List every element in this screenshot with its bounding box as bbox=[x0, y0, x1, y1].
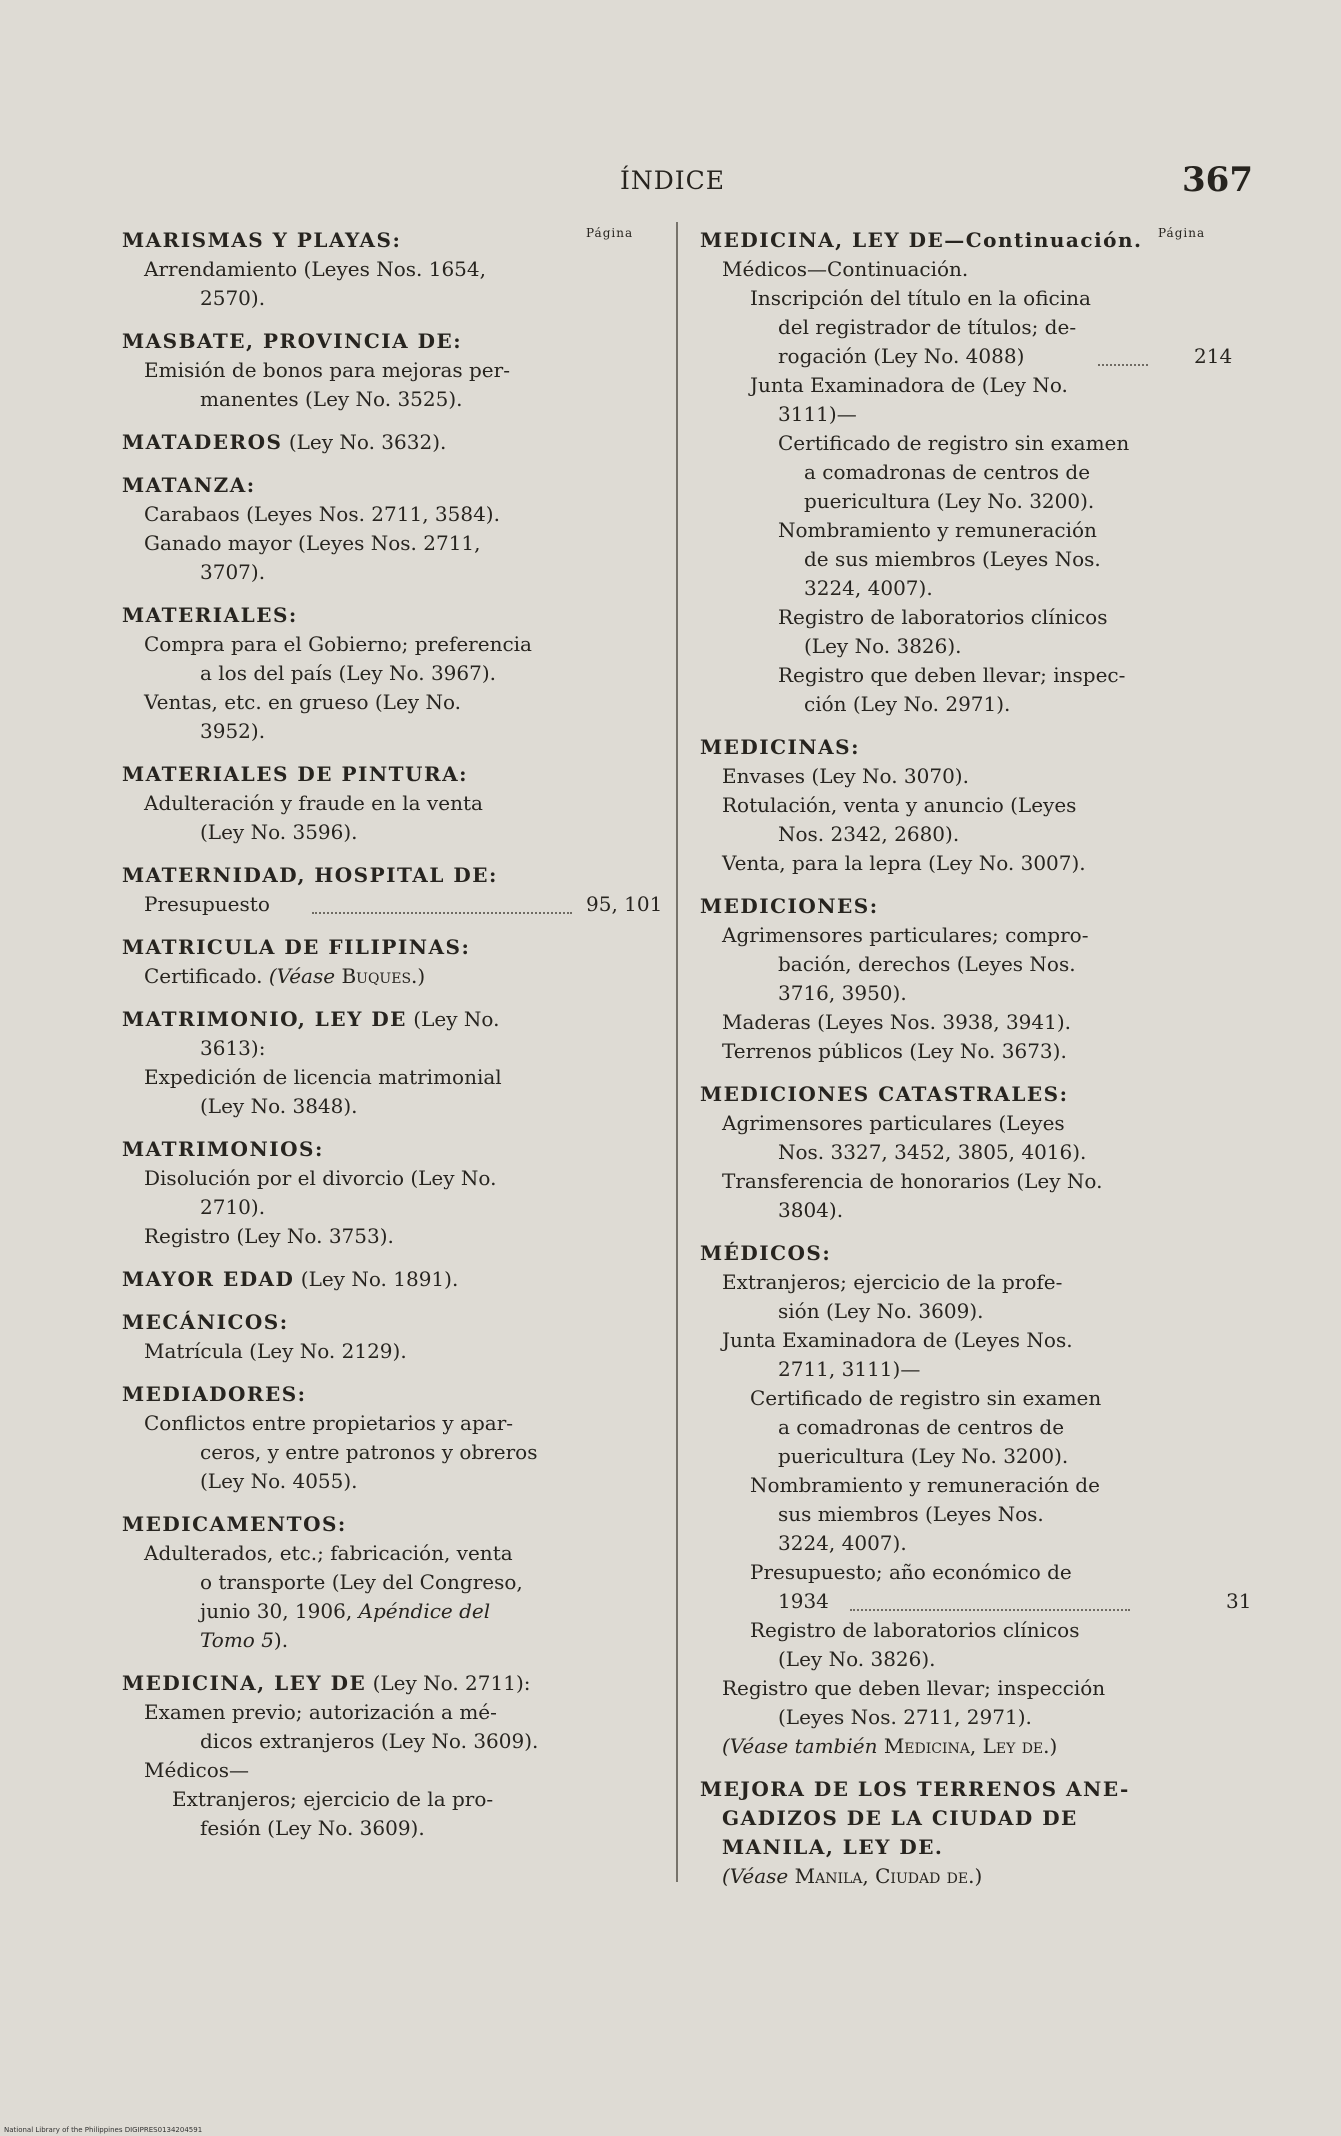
entry-line: 3224, 4007). bbox=[804, 576, 933, 600]
index-entry bbox=[700, 1080, 1250, 1225]
entry-line: (Leyes Nos. 2711, 2971). bbox=[778, 1705, 1032, 1729]
entry-heading: MEDICINA, LEY DE bbox=[122, 1671, 367, 1695]
entry-line bbox=[700, 1587, 1250, 1616]
entry-heading: MÉDICOS: bbox=[700, 1241, 832, 1265]
entry-line: Matrícula (Ley No. 2129). bbox=[144, 1339, 407, 1363]
entry-line: Médicos—Continuación. bbox=[722, 257, 969, 281]
index-entry bbox=[700, 1775, 1250, 1891]
index-entry bbox=[122, 1510, 662, 1655]
index-entry bbox=[122, 471, 662, 587]
entry-line: Nombramiento y remuneración bbox=[778, 518, 1097, 542]
entry-line: Ventas, etc. en grueso (Ley No. bbox=[144, 690, 461, 714]
entry-line bbox=[700, 342, 1250, 371]
entry-line: Registro que deben llevar; inspección bbox=[722, 1676, 1106, 1700]
entry-line: sión (Ley No. 3609). bbox=[778, 1299, 984, 1323]
entry-line: Examen previo; autorización a mé- bbox=[144, 1700, 497, 1724]
entry-line: 3707). bbox=[200, 560, 266, 584]
entry-line: Adulteración y fraude en la venta bbox=[144, 791, 483, 815]
entry-line bbox=[122, 890, 662, 919]
entry-line: a comadronas de centros de bbox=[804, 460, 1091, 484]
entry-line: 3952). bbox=[200, 719, 266, 743]
entry-line: Junta Examinadora de (Ley No. bbox=[750, 373, 1068, 397]
entry-line: Agrimensores particulares; compro- bbox=[722, 923, 1089, 947]
entry-heading: MEDICINAS: bbox=[700, 735, 860, 759]
entry-line: dicos extranjeros (Ley No. 3609). bbox=[200, 1729, 539, 1753]
entry-line: del registrador de títulos; de- bbox=[778, 315, 1077, 339]
cross-ref: Manila, Ciudad de.) bbox=[794, 1864, 983, 1888]
entry-line: 3613): bbox=[200, 1036, 266, 1060]
index-entry bbox=[700, 1239, 1250, 1761]
entry-line: fesión (Ley No. 3609). bbox=[200, 1816, 425, 1840]
header-title: ÍNDICE bbox=[620, 166, 726, 195]
index-entry bbox=[122, 933, 662, 991]
entry-heading: MATRIMONIO, LEY DE bbox=[122, 1007, 407, 1031]
entry-line: Presupuesto; año económico de bbox=[750, 1560, 1072, 1584]
entry-line bbox=[122, 1626, 662, 1655]
entry-line: Registro que deben llevar; inspec- bbox=[778, 663, 1126, 687]
entry-heading-rest: (Ley No. bbox=[413, 1007, 500, 1031]
cross-ref: Buques.) bbox=[341, 964, 426, 988]
entry-line: Expedición de licencia matrimonial bbox=[144, 1065, 502, 1089]
index-entry bbox=[122, 1380, 662, 1496]
index-entry bbox=[122, 327, 662, 414]
entry-line: 3224, 4007). bbox=[778, 1531, 907, 1555]
index-entry bbox=[700, 226, 1250, 719]
page-ref: 95, 101 bbox=[586, 892, 663, 916]
scan-footer-note: National Library of the Philippines DIGIPRES0134204591 bbox=[4, 2126, 203, 2134]
page-header bbox=[0, 162, 1341, 202]
entry-line bbox=[122, 1005, 662, 1034]
entry-line: Rotulación, venta y anuncio (Leyes bbox=[722, 793, 1077, 817]
entry-text: rogación (Ley No. 4088) bbox=[778, 344, 1025, 368]
entry-line: Carabaos (Leyes Nos. 2711, 3584). bbox=[144, 502, 500, 526]
dot-leader bbox=[312, 890, 572, 914]
index-entry bbox=[122, 428, 662, 457]
pagina-label-left: Página bbox=[586, 226, 634, 240]
entry-italic: Tomo 5 bbox=[200, 1628, 274, 1652]
entry-line: (Ley No. 4055). bbox=[200, 1469, 358, 1493]
entry-line: a comadronas de centros de bbox=[778, 1415, 1065, 1439]
index-entry bbox=[122, 760, 662, 847]
entry-line bbox=[122, 962, 662, 991]
entry-line: 2711, 3111)— bbox=[778, 1357, 921, 1381]
entry-line: Agrimensores particulares (Leyes bbox=[722, 1111, 1065, 1135]
entry-line: Inscripción del título en la oficina bbox=[750, 286, 1091, 310]
entry-heading: MECÁNICOS: bbox=[122, 1310, 289, 1334]
entry-heading: MAYOR EDAD bbox=[122, 1267, 295, 1291]
entry-line: (Ley No. 3826). bbox=[778, 1647, 936, 1671]
see-label: (Véase bbox=[268, 964, 336, 988]
index-entry bbox=[122, 601, 662, 746]
entry-line: Nos. 3327, 3452, 3805, 4016). bbox=[778, 1140, 1087, 1164]
entry-line: sus miembros (Leyes Nos. bbox=[778, 1502, 1044, 1526]
entry-line: Extranjeros; ejercicio de la pro- bbox=[172, 1787, 494, 1811]
entry-italic: Apéndice del bbox=[358, 1599, 491, 1623]
entry-line: Conflictos entre propietarios y apar- bbox=[144, 1411, 514, 1435]
entry-heading: MEDICINA, LEY DE—Continuación. bbox=[700, 228, 1143, 252]
entry-line: Certificado de registro sin examen bbox=[750, 1386, 1102, 1410]
entry-line bbox=[700, 1862, 1250, 1891]
entry-line: (Ley No. 3826). bbox=[804, 634, 962, 658]
entry-line: ción (Ley No. 2971). bbox=[804, 692, 1011, 716]
page-ref: 214 bbox=[1194, 344, 1233, 368]
entry-heading: MATRICULA DE FILIPINAS: bbox=[122, 935, 471, 959]
entry-text: ). bbox=[273, 1628, 289, 1652]
entry-line: 3111)— bbox=[778, 402, 857, 426]
entry-line: Certificado de registro sin examen bbox=[778, 431, 1130, 455]
entry-heading: MEDICAMENTOS: bbox=[122, 1512, 347, 1536]
entry-heading-cont: MANILA, LEY DE. bbox=[722, 1835, 944, 1859]
entry-line: 3716, 3950). bbox=[778, 981, 907, 1005]
entry-heading: MEDIADORES: bbox=[122, 1382, 307, 1406]
index-entry bbox=[700, 892, 1250, 1066]
entry-text: Certificado. bbox=[144, 964, 263, 988]
see-also-label: (Véase también bbox=[722, 1734, 878, 1758]
see-label: (Véase bbox=[722, 1864, 789, 1888]
entry-heading: MATANZA: bbox=[122, 473, 256, 497]
index-entry bbox=[700, 733, 1250, 878]
entry-line: de sus miembros (Leyes Nos. bbox=[804, 547, 1101, 571]
entry-line: Terrenos públicos (Ley No. 3673). bbox=[722, 1039, 1067, 1063]
entry-text: junio 30, 1906, bbox=[200, 1599, 353, 1623]
index-entry bbox=[122, 226, 662, 313]
entry-heading-rest: (Ley No. 3632). bbox=[288, 430, 447, 454]
index-entry bbox=[122, 1135, 662, 1251]
entry-line bbox=[122, 1669, 662, 1698]
entry-line: puericultura (Ley No. 3200). bbox=[804, 489, 1095, 513]
index-entry bbox=[122, 1669, 662, 1843]
entry-line: 2710). bbox=[200, 1195, 266, 1219]
entry-line: Registro de laboratorios clínicos bbox=[778, 605, 1108, 629]
entry-heading: MATRIMONIOS: bbox=[122, 1137, 324, 1161]
dot-leader bbox=[850, 1587, 1130, 1611]
entry-line: Transferencia de honorarios (Ley No. bbox=[722, 1169, 1103, 1193]
entry-line: ceros, y entre patronos y obreros bbox=[200, 1440, 538, 1464]
entry-line: Envases (Ley No. 3070). bbox=[722, 764, 969, 788]
entry-line bbox=[122, 1597, 662, 1626]
entry-line: Adulterados, etc.; fabricación, venta bbox=[144, 1541, 513, 1565]
entry-heading: MARISMAS Y PLAYAS: bbox=[122, 228, 402, 252]
entry-line: 2570). bbox=[200, 286, 266, 310]
index-entry bbox=[122, 1308, 662, 1366]
entry-line bbox=[122, 428, 662, 457]
entry-line: Arrendamiento (Leyes Nos. 1654, bbox=[144, 257, 486, 281]
entry-line: Nombramiento y remuneración de bbox=[750, 1473, 1100, 1497]
entry-line: Emisión de bonos para mejoras per- bbox=[144, 358, 510, 382]
entry-line: Ganado mayor (Leyes Nos. 2711, bbox=[144, 531, 481, 555]
entry-line: Médicos— bbox=[144, 1758, 250, 1782]
column-divider bbox=[676, 222, 678, 1882]
entry-line bbox=[700, 1732, 1250, 1761]
entry-line: Maderas (Leyes Nos. 3938, 3941). bbox=[722, 1010, 1072, 1034]
index-entry bbox=[122, 1265, 662, 1294]
entry-line: Junta Examinadora de (Leyes Nos. bbox=[722, 1328, 1073, 1352]
entry-line: 3804). bbox=[778, 1198, 844, 1222]
entry-line: manentes (Ley No. 3525). bbox=[200, 387, 463, 411]
index-entry bbox=[122, 861, 662, 919]
entry-heading: MASBATE, PROVINCIA DE: bbox=[122, 329, 463, 353]
entry-text: Presupuesto bbox=[144, 892, 270, 916]
entry-heading-cont: GADIZOS DE LA CIUDAD DE bbox=[722, 1806, 1078, 1830]
entry-line bbox=[122, 1265, 662, 1294]
entry-line: (Ley No. 3596). bbox=[200, 820, 358, 844]
entry-heading-rest: (Ley No. 1891). bbox=[300, 1267, 459, 1291]
dot-leader bbox=[1098, 342, 1148, 366]
entry-heading: MATERNIDAD, HOSPITAL DE: bbox=[122, 863, 498, 887]
entry-heading: MEJORA DE LOS TERRENOS ANE- bbox=[700, 1777, 1130, 1801]
entry-line: puericultura (Ley No. 3200). bbox=[778, 1444, 1069, 1468]
entry-line: Venta, para la lepra (Ley No. 3007). bbox=[722, 851, 1086, 875]
entry-heading: MEDICIONES CATASTRALES: bbox=[700, 1082, 1069, 1106]
entry-line: Disolución por el divorcio (Ley No. bbox=[144, 1166, 497, 1190]
page-number: 367 bbox=[1182, 160, 1253, 200]
entry-heading-rest: (Ley No. 2711): bbox=[372, 1671, 531, 1695]
right-column bbox=[700, 226, 1250, 1905]
entry-heading: MATERIALES: bbox=[122, 603, 298, 627]
entry-heading: MEDICIONES: bbox=[700, 894, 879, 918]
index-entry bbox=[122, 1005, 662, 1121]
entry-line: (Ley No. 3848). bbox=[200, 1094, 358, 1118]
entry-line: o transporte (Ley del Congreso, bbox=[200, 1570, 523, 1594]
pagina-label-right: Página bbox=[1158, 226, 1206, 240]
entry-line: Extranjeros; ejercicio de la profe- bbox=[722, 1270, 1063, 1294]
entry-line: a los del país (Ley No. 3967). bbox=[200, 661, 497, 685]
left-column bbox=[122, 226, 662, 1857]
entry-heading: MATADEROS bbox=[122, 430, 283, 454]
cross-ref: Medicina, Ley de.) bbox=[883, 1734, 1058, 1758]
entry-line: bación, derechos (Leyes Nos. bbox=[778, 952, 1076, 976]
entry-text: 1934 bbox=[778, 1589, 829, 1613]
page-ref: 31 bbox=[1226, 1589, 1252, 1613]
entry-heading: MATERIALES DE PINTURA: bbox=[122, 762, 468, 786]
entry-line: Compra para el Gobierno; preferencia bbox=[144, 632, 532, 656]
entry-line: Registro de laboratorios clínicos bbox=[750, 1618, 1080, 1642]
entry-line: Registro (Ley No. 3753). bbox=[144, 1224, 394, 1248]
entry-line: Nos. 2342, 2680). bbox=[778, 822, 960, 846]
